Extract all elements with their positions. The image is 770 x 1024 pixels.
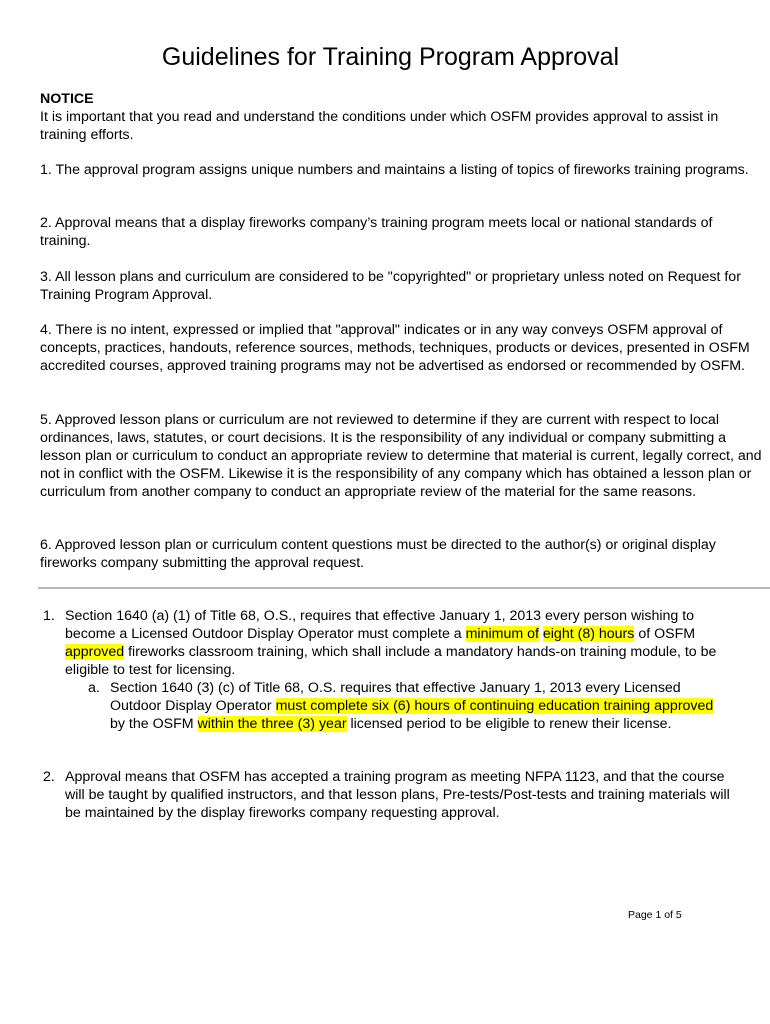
highlight-eight-hours: eight (8) hours (542, 626, 635, 642)
highlight-minimum: minimum of (465, 626, 539, 642)
condition-3: 3. All lesson plans and curriculum are considered to be "copyrighted" or proprietary unless noted on Request for Training Program Approval. (40, 269, 741, 303)
requirement-1-text-a: Section 1640 (a) (1) of Title 68, O.S., requires that effective January 1, 2013 every person wishing to become a Licensed Outdoor Display Operator must complete a (65, 608, 695, 642)
condition-2: 2. Approval means that a display fireworks company’s training program meets local or national standards of training. (40, 215, 713, 249)
page-number: Page 1 of 5 (628, 909, 682, 921)
condition-6: 6. Approved lesson plan or curriculum content questions must be directed to the author(s) or original display fireworks company submitting the approval request. (40, 537, 716, 571)
requirement-1a-text-c: licensed period to be eligible to renew their license. (346, 716, 672, 732)
condition-4: 4. There is no intent, expressed or implied that "approval" indicates or in any way conveys OSFM approval of concepts, practices, handouts, reference sources, methods, techniques, products or devices, presented in OSFM accredited courses, approved training programs may not be advertised as endorsed or recommended by OSFM. (40, 322, 750, 374)
highlight-approved: approved (65, 644, 125, 660)
requirement-1a-text-b: by the OSFM (110, 716, 198, 732)
requirement-1-text-c: of OSFM (634, 626, 696, 642)
requirement-1-text (65, 607, 743, 679)
requirement-2-text: Approval means that OSFM has accepted a training program as meeting NFPA 1123, and that the course will be taught by qualified instructors, and that lesson plans, Pre-tests/Post-tests and training materials will be maintained by the display fireworks company requesting approval. (65, 769, 730, 821)
notice-heading: NOTICE (40, 91, 94, 107)
page-title: Guidelines for Training Program Approval (161, 43, 620, 71)
notice-paragraph (40, 90, 762, 144)
requirement-2-number: 2. (43, 769, 55, 785)
requirement-1a-text (110, 679, 730, 733)
section-divider (38, 587, 770, 589)
requirement-1-text-d: fireworks classroom training, which shall include a mandatory hands-on training module, to be eligible to test for licensing. (65, 644, 717, 678)
condition-5: 5. Approved lesson plans or curriculum are not reviewed to determine if they are current with respect to local ordinances, laws, statutes, or court decisions. It is the responsibility of any individual or company submitting a lesson plan or curriculum to conduct an appropriate review to determine that material is current, legally correct, and not in conflict with the OSFM. Likewise it is the responsibility of any company which has obtained a lesson plan or curriculum from another company to conduct an appropriate review of the material for the same reasons. (40, 412, 762, 500)
notice-intro: It is important that you read and understand the conditions under which OSFM provides approval to assist in training efforts. (40, 109, 719, 143)
highlight-three-year: within the three (3) year (197, 716, 347, 732)
requirement-1a-letter: a. (88, 680, 100, 696)
highlight-six-hours: must complete six (6) hours of continuing education training approved (275, 698, 714, 714)
condition-1: 1. The approval program assigns unique numbers and maintains a listing of topics of fireworks training programs. (40, 162, 749, 178)
requirement-1a-text-a: Section 1640 (3) (c) of Title 68, O.S. requires that effective January 1, 2013 every Licensed Outdoor Display Operator (110, 680, 681, 714)
requirement-1-number: 1. (43, 608, 55, 624)
